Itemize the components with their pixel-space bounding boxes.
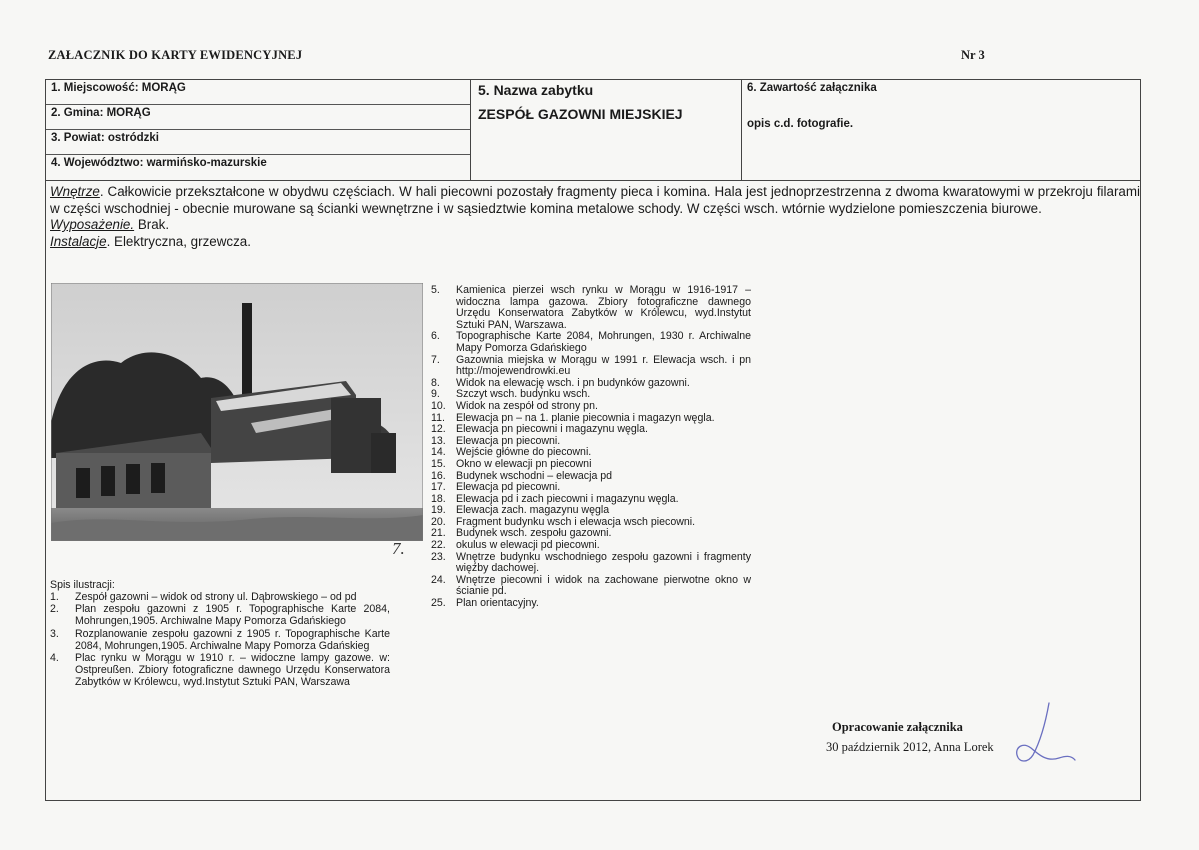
field-voivodeship: 4. Województwo: warmińsko-mazurskie (51, 157, 267, 169)
photo-number-mark: 7. (392, 539, 405, 558)
list-item: 14. Wejście główne do piecowni. (431, 446, 592, 459)
list-item: 21. Budynek wsch. zespołu gazowni. (431, 527, 612, 540)
list-item: 7. Gazownia miejska w Morągu w 1991 r. Elewacja wsch. i pn http://mojewendrowki.eu (431, 353, 751, 378)
interior-text: . Całkowicie przekształcone w obydwu częściach. W hali piecowni pozostały fragmenty pieca i komina. Hala jest jednoprzestrzenna z dwoma kwaratowymi w przekroju filarami w części wschodniej - obecnie murowane są ścianki wewnętrzne i w sąsiedztwie komina metalowe schody. W części wsch. wtórnie wydzielone pomieszczenia biurowe. (50, 184, 1140, 216)
list-item: 18. Elewacja pd i zach piecowni i magazynu węgla. (431, 492, 679, 505)
annex-content-label: 6. Zawartość załącznika (747, 82, 877, 94)
prepared-by-title: Opracowanie załącznika (832, 720, 963, 734)
list-item: 1. Zespół gazowni – widok od strony ul. Dąbrowskiego – od pd (50, 591, 357, 603)
field-district: 3. Powiat: ostródzki (46, 130, 470, 155)
list-item: 8. Widok na elewację wsch. i pn budynków gazowni. (431, 376, 690, 389)
list-item: 6. Topographische Karte 2084, Mohrungen, 1930 r. Archiwalne Mapy Pomorza Gdańskiego (431, 330, 751, 354)
list-item: 9. Szczyt wsch. budynku wsch. (431, 388, 591, 401)
list-item: 11. Elewacja pn – na 1. planie piecownia i magazyn węgla. (431, 411, 715, 424)
list-item: 24. Wnętrze piecowni i widok na zachowane pierwotne okno w ścianie pd. (431, 573, 751, 598)
monument-name-value: ZESPÓŁ GAZOWNI MIEJSKIEJ (478, 106, 683, 122)
list-item: 4. Plac rynku w Morągu w 1910 r. – widoczne lampy gazowe. w: Ostpreußen. Zbiory fotograficzne dawnego Urzędu Konserwatora Zabytków w Królewcu, wyd.Instytut Sztuki PAN, Warszawa (50, 652, 390, 689)
list-item: 25. Plan orientacyjny. (431, 597, 539, 610)
field-locality: 1. Miejscowość: MORĄG (46, 80, 470, 105)
field-commune: 2. Gmina: MORĄG (46, 105, 470, 130)
illustration-list-title: Spis ilustracji: (50, 579, 115, 591)
description (50, 184, 1140, 250)
annex-header-title: ZAŁACZNIK DO KARTY EWIDENCYJNEJ (48, 48, 303, 62)
annex-content-cell (742, 80, 1140, 181)
list-item: 17. Elewacja pd piecowni. (431, 481, 561, 494)
record-frame (45, 79, 1141, 801)
list-item: 3. Rozplanowanie zespołu gazowni z 1905 r. Topographische Karte 2084, Mohrungen,1905. Archiwalne Mapy Pomorza Gdańskieg (50, 627, 390, 652)
monument-name-label: 5. Nazwa zabytku (478, 82, 594, 98)
list-item: 22. okulus w elewacji pd piecowni. (431, 539, 600, 552)
list-item: 2. Plan zespołu gazowni z 1905 r. Topographische Karte 2084, Mohrungen,1905. Archiwalne Mapy Pomorza Gdańskiego (50, 603, 390, 628)
prepared-by-date: 30 październik 2012, Anna Lorek (826, 740, 994, 754)
list-item: 10. Widok na zespół od strony pn. (431, 399, 598, 412)
list-item: 16. Budynek wschodni – elewacja pd (431, 469, 613, 482)
list-item: 13. Elewacja pn piecowni. (431, 434, 561, 447)
illustration-list-left (50, 591, 390, 689)
list-item: 23. Wnętrze budynku wschodniego zespołu gazowni i fragmenty więźby dachowej. (431, 550, 751, 575)
annex-content-value: opis c.d. fotografie. (747, 118, 854, 130)
gasworks-photo (51, 283, 423, 541)
list-item: 12. Elewacja pn piecowni i magazynu węgla. (431, 423, 648, 436)
list-item: 19. Elewacja zach. magazynu węgla (431, 504, 610, 517)
equipment-label: Wyposażenie. (50, 217, 135, 232)
installations-label: Instalacje (50, 233, 107, 249)
installations-text: . Elektryczna, grzewcza. (106, 233, 251, 249)
interior-label: Wnętrze (50, 184, 100, 199)
handwritten-signature (1011, 700, 1081, 770)
list-item: 15. Okno w elewacji pn piecowni (431, 457, 592, 470)
annex-number: Nr 3 (961, 48, 985, 62)
equipment-text: Brak. (134, 217, 170, 232)
monument-name-cell (471, 80, 742, 181)
illustration-list-right (431, 285, 751, 610)
list-item: 5. Kamienica pierzei wsch rynku w Morągu w 1916-1917 – widoczna lampa gazowa. Zbiory fotograficzne dawnego Urzędu Konserwatora Zabytków w Królewcu, wyd.Instytut Sztuki PAN, Warszawa. (431, 284, 751, 331)
location-fields (46, 80, 471, 181)
list-item: 20. Fragment budynku wsch i elewacja wsch piecowni. (431, 515, 696, 528)
